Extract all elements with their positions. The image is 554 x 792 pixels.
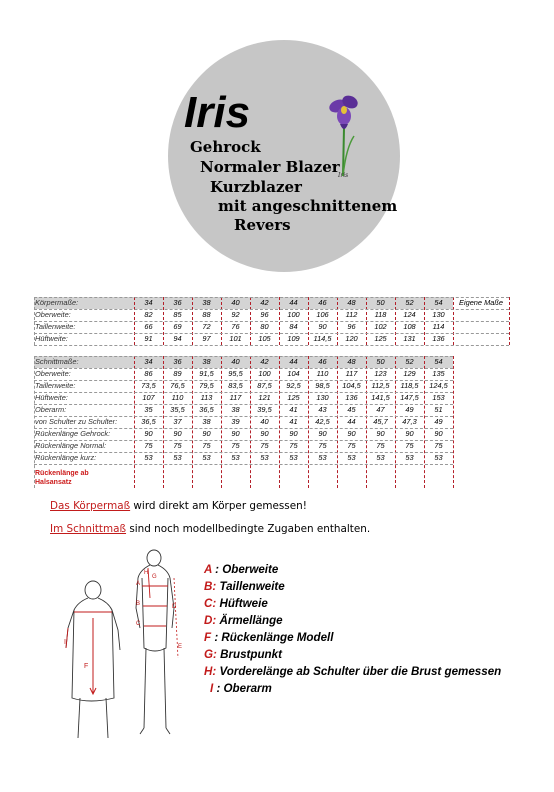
table-cell: 100 xyxy=(287,310,300,319)
table-cell: 45,7 xyxy=(373,417,388,426)
table-cell: 36,5 xyxy=(141,417,156,426)
table-cell: 90 xyxy=(376,429,385,438)
row-divider xyxy=(34,416,453,417)
sketch-label-d: D xyxy=(172,604,177,610)
row-label: Hüftweite: xyxy=(35,393,68,402)
size-header: 54 xyxy=(434,298,443,307)
note-highlight: Das Körpermaß xyxy=(50,500,131,512)
table-cell: 90 xyxy=(318,322,327,331)
table-cell: 107 xyxy=(142,393,155,402)
size-header: 42 xyxy=(260,357,269,366)
size-header: 40 xyxy=(231,357,240,366)
row-label: Taillenweite: xyxy=(35,381,76,390)
sketch-label-i: I xyxy=(64,639,66,646)
note-pattern-measure xyxy=(50,523,370,535)
table-cell: 102 xyxy=(374,322,387,331)
column-divider xyxy=(163,356,164,488)
table-cell: 80 xyxy=(260,322,269,331)
table-cell: 88 xyxy=(202,310,211,319)
note-body-measure xyxy=(50,500,307,512)
title-line-3: Kurzblazer xyxy=(210,178,302,196)
table-cell: 113 xyxy=(200,393,213,402)
size-header: 48 xyxy=(347,357,356,366)
table-cell: 53 xyxy=(318,453,327,462)
table-cell: 87,5 xyxy=(257,381,272,390)
table-cell: 49 xyxy=(405,405,414,414)
table-cell: 90 xyxy=(260,429,269,438)
table-cell: 90 xyxy=(347,429,356,438)
column-divider xyxy=(134,356,135,488)
column-divider xyxy=(424,356,425,488)
table-cell: 53 xyxy=(376,453,385,462)
table-cell: 91,5 xyxy=(199,369,214,378)
legend-item: C: Hüftweie xyxy=(204,597,268,610)
table-cell: 75 xyxy=(144,441,153,450)
table-cell: 125 xyxy=(287,393,300,402)
table-cell: 112 xyxy=(345,310,358,319)
table-cell: 53 xyxy=(405,453,414,462)
table-cell: 41 xyxy=(289,405,298,414)
table-cell: 35 xyxy=(144,405,153,414)
row-divider xyxy=(34,464,453,465)
legend-item: I : Oberarm xyxy=(210,682,272,695)
row-divider xyxy=(34,321,509,322)
table-cell: 53 xyxy=(347,453,356,462)
sketch-label-a: A xyxy=(136,581,141,587)
size-header: 48 xyxy=(347,298,356,307)
measurement-sketch xyxy=(60,548,200,743)
table-cell: 96 xyxy=(347,322,356,331)
table-cell: 90 xyxy=(202,429,211,438)
size-header: 36 xyxy=(173,357,182,366)
table-cell: 90 xyxy=(173,429,182,438)
column-divider xyxy=(250,356,251,488)
table-cell: 84 xyxy=(289,322,298,331)
table-cell: 40 xyxy=(260,417,269,426)
table-cell: 110 xyxy=(316,369,329,378)
size-header: 40 xyxy=(231,298,240,307)
table-cell: 36,5 xyxy=(199,405,214,414)
legend-item: D: Ärmellänge xyxy=(204,614,283,627)
size-header: 36 xyxy=(173,298,182,307)
row-divider xyxy=(34,452,453,453)
table-cell: 51 xyxy=(434,405,443,414)
row-divider xyxy=(34,368,453,369)
size-header: 34 xyxy=(144,357,153,366)
table-cell: 53 xyxy=(173,453,182,462)
size-header: 46 xyxy=(318,357,327,366)
size-header: 44 xyxy=(289,357,298,366)
table-cell: 75 xyxy=(318,441,327,450)
table-cell: 75 xyxy=(434,441,443,450)
row-label: Hüftweite: xyxy=(35,334,68,343)
iris-flower-icon xyxy=(326,88,366,178)
table-cell: 76 xyxy=(231,322,240,331)
column-divider xyxy=(366,356,367,488)
size-header: 50 xyxy=(376,357,385,366)
table-cell: 136 xyxy=(345,393,358,402)
size-header: 38 xyxy=(202,357,211,366)
table-cell: 95,5 xyxy=(228,369,243,378)
table-cell: 104,5 xyxy=(342,381,361,390)
sketch-label-h: H xyxy=(144,570,149,576)
legend-item: A : Oberweite xyxy=(204,563,279,576)
size-header: 52 xyxy=(405,298,414,307)
column-divider xyxy=(337,356,338,488)
table-cell: 39,5 xyxy=(257,405,272,414)
table-cell: 90 xyxy=(289,429,298,438)
row-divider xyxy=(34,356,453,357)
table-cell: 53 xyxy=(144,453,153,462)
row-divider xyxy=(34,345,509,346)
table-cell: 118,5 xyxy=(400,381,419,390)
table-cell: 135 xyxy=(432,369,445,378)
column-divider xyxy=(279,356,280,488)
table-cell: 130 xyxy=(316,393,329,402)
note-text: wird direkt am Körper gemessen! xyxy=(130,500,307,512)
table-cell: 141,5 xyxy=(371,393,390,402)
size-header: 44 xyxy=(289,298,298,307)
table-cell: 42,5 xyxy=(315,417,330,426)
table-cell: 47,3 xyxy=(402,417,417,426)
legend-item: F : Rückenlänge Modell xyxy=(204,631,334,644)
table-cell: 108 xyxy=(403,322,416,331)
table-cell: 129 xyxy=(403,369,416,378)
table-cell: 35,5 xyxy=(170,405,185,414)
column-divider xyxy=(308,356,309,488)
table-cell: 75 xyxy=(347,441,356,450)
table-cell: 90 xyxy=(231,429,240,438)
table-cell: 121 xyxy=(258,393,271,402)
table-cell: 69 xyxy=(173,322,182,331)
row-divider xyxy=(34,392,453,393)
own-measure-header: Eigene Maße xyxy=(459,298,503,307)
row-label: Schnittmaße: xyxy=(35,357,79,366)
title-line-1: Gehrock xyxy=(190,138,261,156)
size-header: 52 xyxy=(405,357,414,366)
table-cell: 92 xyxy=(231,310,240,319)
table-cell: 75 xyxy=(260,441,269,450)
note-highlight: Im Schnittmaß xyxy=(50,523,127,535)
table-cell: 72 xyxy=(202,322,211,331)
table-cell: 53 xyxy=(289,453,298,462)
table-cell: 41 xyxy=(289,417,298,426)
back-length-neck-label: Rückenlänge ab Halsansatz xyxy=(35,470,89,486)
column-divider xyxy=(395,356,396,488)
table-cell: 130 xyxy=(432,310,445,319)
sketch-label-g: G xyxy=(152,574,157,580)
table-cell: 97 xyxy=(202,334,211,343)
table-cell: 114,5 xyxy=(313,334,332,343)
table-cell: 49 xyxy=(434,417,443,426)
table-cell: 90 xyxy=(318,429,327,438)
row-divider xyxy=(34,333,509,334)
sketch-label-b: B xyxy=(136,601,141,607)
table-cell: 53 xyxy=(202,453,211,462)
sketch-label-e: E xyxy=(178,644,183,650)
table-cell: 98,5 xyxy=(315,381,330,390)
title-line-5: Revers xyxy=(234,216,291,234)
table-cell: 53 xyxy=(434,453,443,462)
row-label: Oberweite: xyxy=(35,310,71,319)
sketch-label-f: F xyxy=(84,663,89,670)
table-cell: 124 xyxy=(403,310,416,319)
row-label: Rückenlänge Gehrock: xyxy=(35,429,111,438)
table-cell: 106 xyxy=(316,310,329,319)
table-cell: 38 xyxy=(202,417,211,426)
table-cell: 90 xyxy=(405,429,414,438)
table-cell: 73,5 xyxy=(141,381,156,390)
size-header: 34 xyxy=(144,298,153,307)
table-cell: 90 xyxy=(434,429,443,438)
table-cell: 104 xyxy=(287,369,300,378)
table-cell: 75 xyxy=(289,441,298,450)
table-cell: 123 xyxy=(374,369,387,378)
table-cell: 109 xyxy=(287,334,300,343)
table-cell: 110 xyxy=(171,393,184,402)
table-cell: 117 xyxy=(229,393,242,402)
row-label: von Schulter zu Schulter: xyxy=(35,417,118,426)
table-cell: 112,5 xyxy=(371,381,390,390)
table-cell: 118 xyxy=(374,310,387,319)
table-cell: 45 xyxy=(347,405,356,414)
table-cell: 131 xyxy=(403,334,416,343)
row-label: Oberweite: xyxy=(35,369,71,378)
table-cell: 75 xyxy=(405,441,414,450)
legend-item: G: Brustpunkt xyxy=(204,648,282,661)
column-divider xyxy=(221,356,222,488)
table-cell: 117 xyxy=(345,369,358,378)
table-cell: 83,5 xyxy=(228,381,243,390)
table-cell: 75 xyxy=(231,441,240,450)
table-cell: 43 xyxy=(318,405,327,414)
note-text: sind noch modellbedingte Zugaben enthalten. xyxy=(126,523,371,535)
table-cell: 89 xyxy=(173,369,182,378)
table-cell: 91 xyxy=(144,334,153,343)
row-label: Taillenweite: xyxy=(35,322,76,331)
row-divider xyxy=(34,440,453,441)
table-cell: 94 xyxy=(173,334,182,343)
table-cell: 124,5 xyxy=(429,381,448,390)
table-cell: 37 xyxy=(173,417,182,426)
table-cell: 53 xyxy=(231,453,240,462)
table-cell: 125 xyxy=(374,334,387,343)
table-cell: 76,5 xyxy=(170,381,185,390)
table-cell: 38 xyxy=(231,405,240,414)
row-label: Rückenlänge kurz: xyxy=(35,453,97,462)
table-cell: 47 xyxy=(376,405,385,414)
size-header: 50 xyxy=(376,298,385,307)
row-divider xyxy=(34,309,509,310)
table-cell: 75 xyxy=(173,441,182,450)
row-label: Rückenlänge Normal: xyxy=(35,441,107,450)
row-divider xyxy=(34,404,453,405)
table-cell: 96 xyxy=(260,310,269,319)
table-cell: 75 xyxy=(376,441,385,450)
table-cell: 136 xyxy=(432,334,445,343)
table-cell: 105 xyxy=(258,334,271,343)
row-divider xyxy=(34,297,509,298)
row-label: Körpermaße: xyxy=(35,298,79,307)
legend-item: B: Taillenweite xyxy=(204,580,285,593)
size-header: 46 xyxy=(318,298,327,307)
column-divider xyxy=(509,297,510,345)
legend-item: H: Vorderelänge ab Schulter über die Brust gemessen xyxy=(204,665,502,678)
sketch-label-c: C xyxy=(136,621,141,627)
title-line-2: Normaler Blazer xyxy=(200,158,340,176)
table-cell: 39 xyxy=(231,417,240,426)
table-cell: 44 xyxy=(347,417,356,426)
row-divider xyxy=(34,380,453,381)
table-cell: 147,5 xyxy=(400,393,419,402)
table-cell: 66 xyxy=(144,322,153,331)
table-cell: 82 xyxy=(144,310,153,319)
table-cell: 79,5 xyxy=(199,381,214,390)
size-header: 42 xyxy=(260,298,269,307)
table-cell: 85 xyxy=(173,310,182,319)
table-cell: 86 xyxy=(144,369,153,378)
flower-signature: Iris xyxy=(338,172,349,179)
column-divider xyxy=(453,356,454,488)
table-cell: 100 xyxy=(258,369,271,378)
row-label: Oberarm: xyxy=(35,405,67,414)
title-line-4: mit angeschnittenem xyxy=(218,197,398,215)
table-cell: 75 xyxy=(202,441,211,450)
column-divider xyxy=(192,356,193,488)
table-cell: 101 xyxy=(229,334,242,343)
size-header: 38 xyxy=(202,298,211,307)
table-cell: 92,5 xyxy=(286,381,301,390)
table-cell: 90 xyxy=(144,429,153,438)
brand-title: Iris xyxy=(184,88,251,137)
table-cell: 153 xyxy=(432,393,445,402)
table-cell: 120 xyxy=(345,334,358,343)
table-cell: 114 xyxy=(432,322,445,331)
table-cell: 53 xyxy=(260,453,269,462)
size-header: 54 xyxy=(434,357,443,366)
row-divider xyxy=(34,428,453,429)
